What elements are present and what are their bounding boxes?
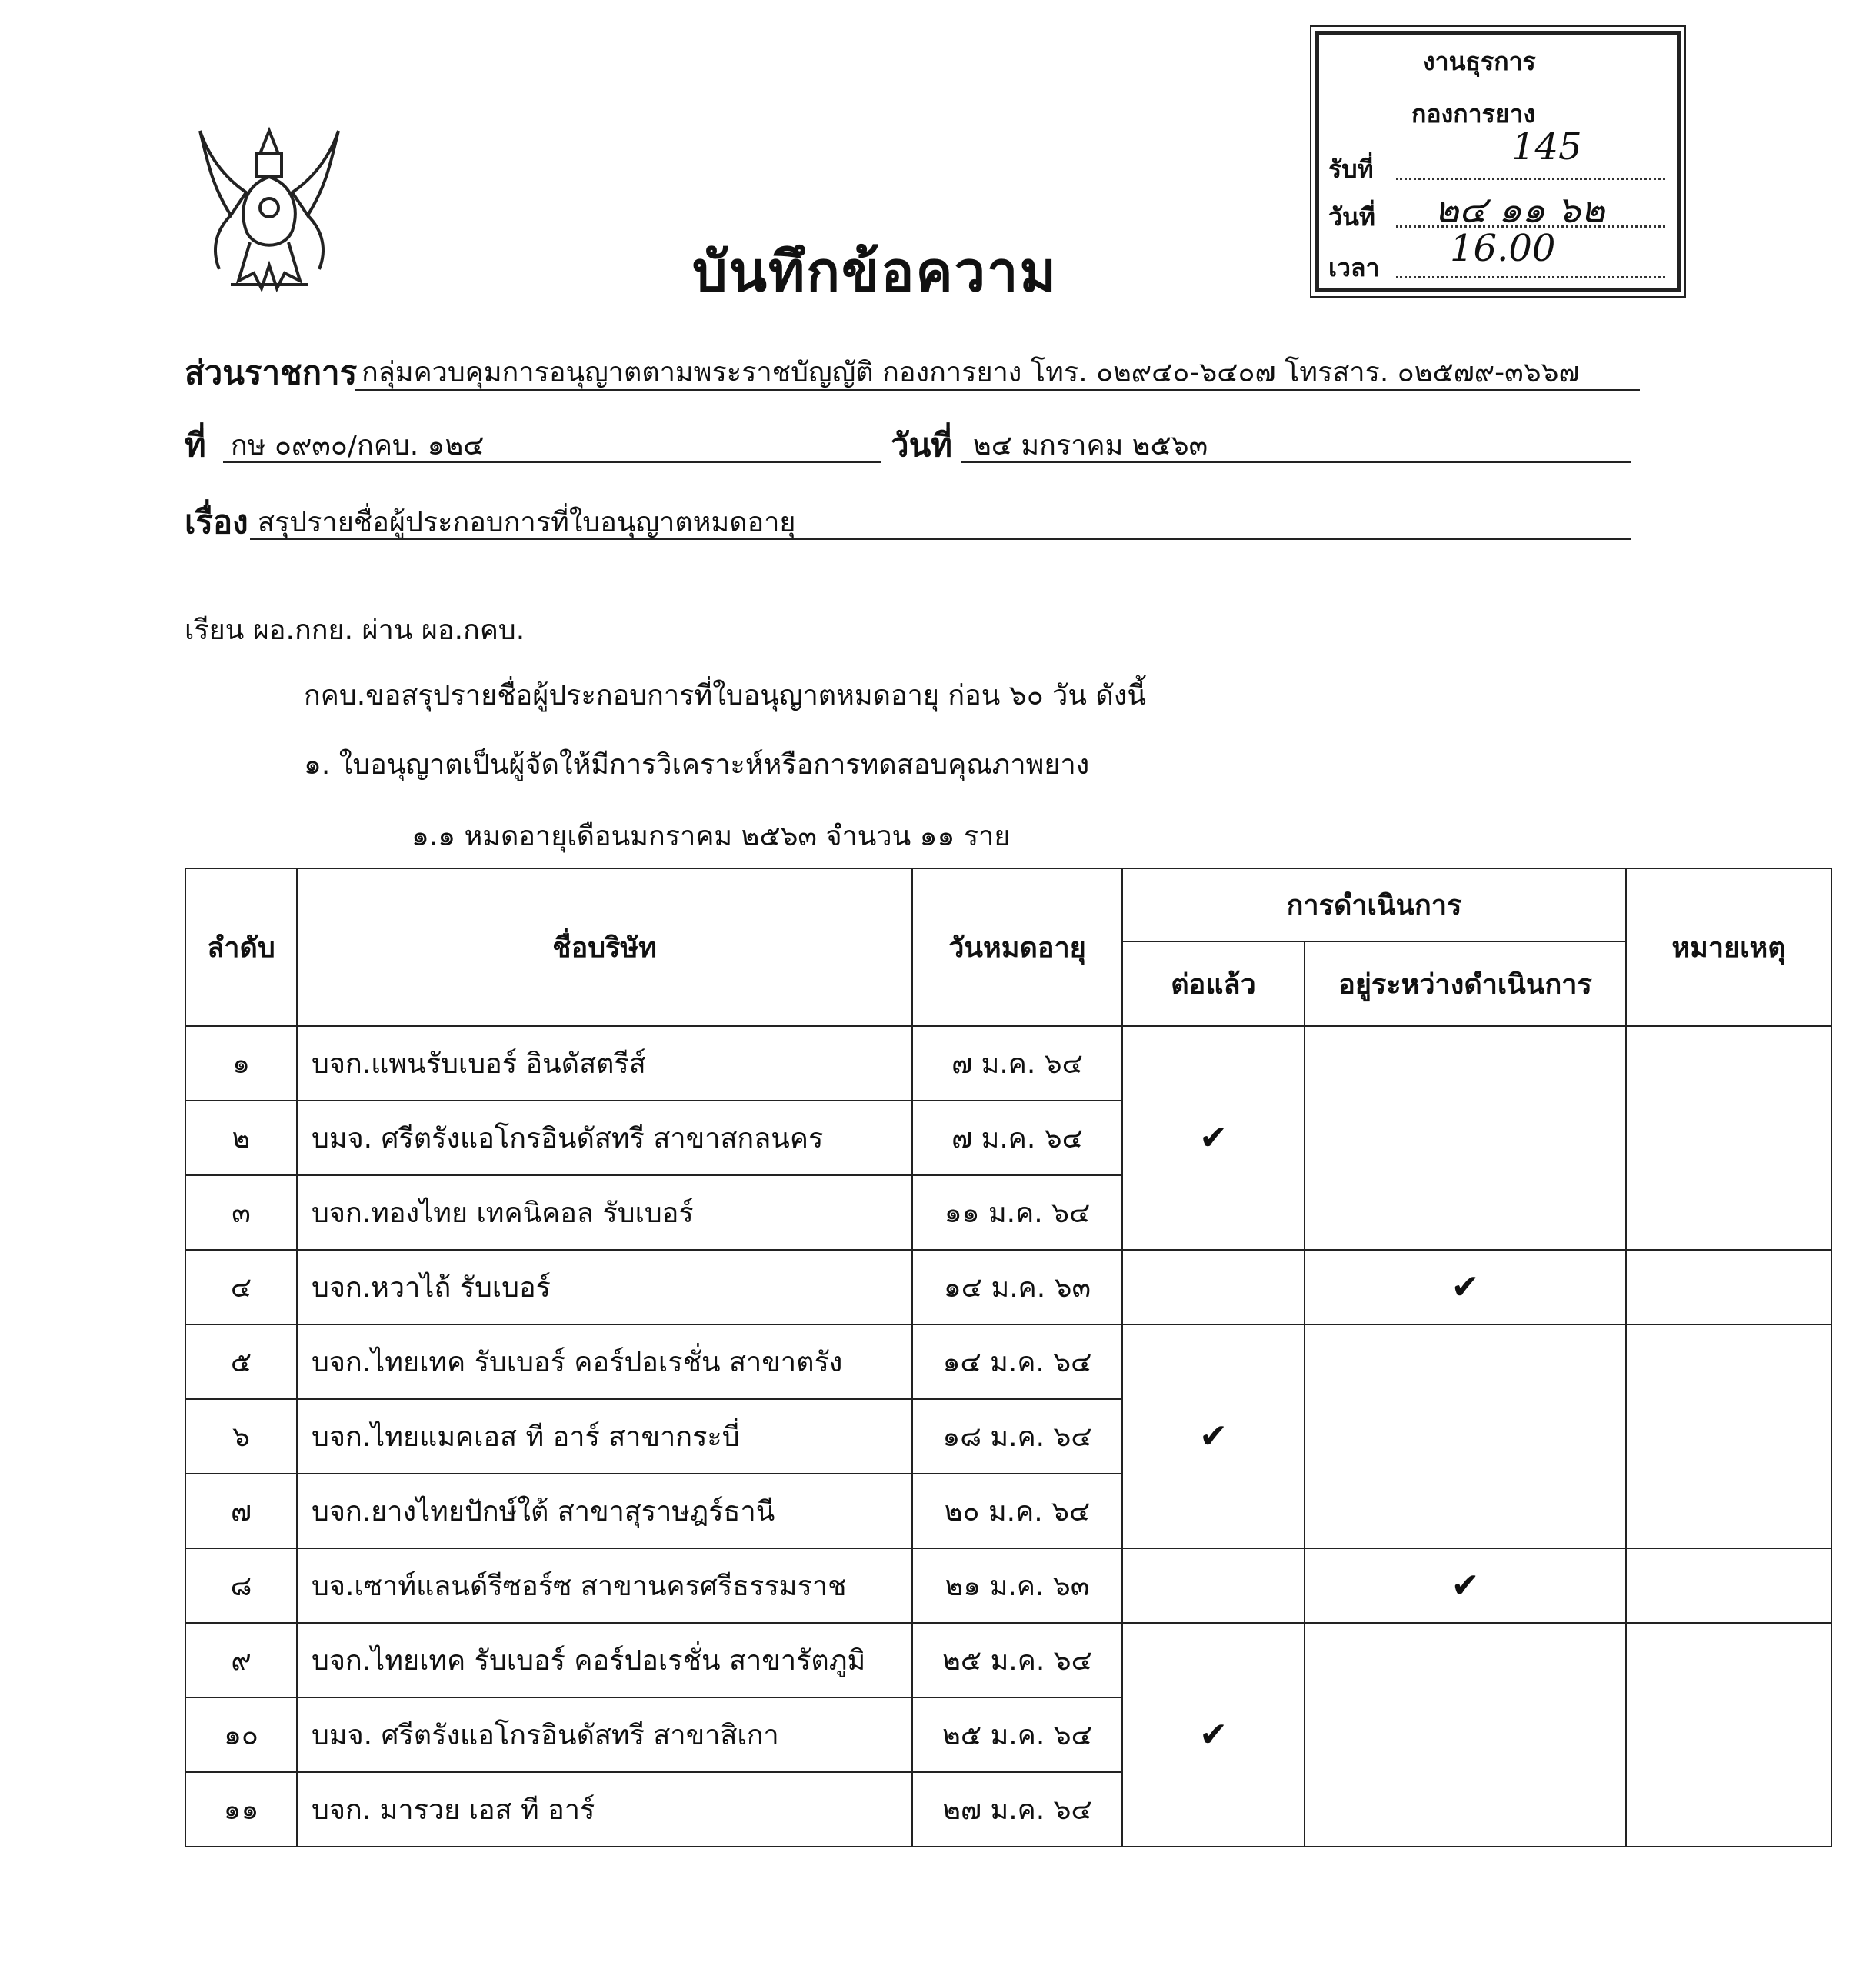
row-no: ๖ [185, 1399, 297, 1474]
in-progress-cell [1305, 1623, 1626, 1847]
garuda-emblem-icon [185, 115, 354, 300]
check-mark-icon: ✔ [1451, 1566, 1480, 1605]
stamp-line2: กองการยาง [1411, 99, 1536, 128]
row-no: ๑๐ [185, 1697, 297, 1772]
salutation: เรียน ผอ.กกย. ผ่าน ผอ.กคบ. [185, 615, 525, 646]
row-company: บจก.ทองไทย เทคนิคอล รับเบอร์ [297, 1175, 912, 1250]
table-row [185, 1250, 1831, 1324]
header-company: ชื่อบริษัท [297, 868, 912, 1026]
row-expiry: ๒๑ ม.ค. ๖๓ [912, 1548, 1122, 1623]
row-company: บมจ. ศรีตรังแอโกรอินดัสทรี สาขาสกลนคร [297, 1101, 912, 1175]
in-progress-cell [1305, 1548, 1626, 1623]
row-expiry: ๑๑ ม.ค. ๖๔ [912, 1175, 1122, 1250]
row-company: บจก.หวาไถ้ รับเบอร์ [297, 1250, 912, 1324]
stamp-date-label: วันที่ [1328, 202, 1375, 232]
table-row [185, 1026, 1831, 1101]
row-no: ๕ [185, 1324, 297, 1399]
check-mark-icon: ✔ [1199, 1715, 1228, 1754]
renewed-cell [1122, 1324, 1305, 1548]
row-no: ๒ [185, 1101, 297, 1175]
row-expiry: ๒๕ ม.ค. ๖๔ [912, 1697, 1122, 1772]
row-no: ๔ [185, 1250, 297, 1324]
header-no: ลำดับ [185, 868, 297, 1026]
row-expiry: ๑๔ ม.ค. ๖๔ [912, 1324, 1122, 1399]
renewed-cell [1122, 1623, 1305, 1847]
row-no: ๘ [185, 1548, 297, 1623]
stamp-date-value: ๒๔ ๑๑ ๖๒ [1434, 188, 1605, 232]
row-no: ๑๑ [185, 1772, 297, 1847]
header-remark: หมายเหตุ [1626, 868, 1831, 1026]
receipt-stamp [1315, 31, 1681, 292]
row-no: ๓ [185, 1175, 297, 1250]
renewed-cell [1122, 1548, 1305, 1623]
row-no: ๙ [185, 1623, 297, 1697]
row-expiry: ๒๗ ม.ค. ๖๔ [912, 1772, 1122, 1847]
check-mark-icon: ✔ [1451, 1268, 1480, 1307]
row-expiry: ๒๐ ม.ค. ๖๔ [912, 1474, 1122, 1548]
check-mark-icon: ✔ [1199, 1118, 1228, 1158]
remark-cell [1626, 1623, 1831, 1847]
stamp-received-label: รับที่ [1328, 155, 1374, 184]
ref-value: กษ ๐๙๓๐/กคบ. ๑๒๔ [231, 430, 485, 461]
remark-cell [1626, 1026, 1831, 1250]
row-no: ๑ [185, 1026, 297, 1101]
stamp-line1: งานธุรการ [1423, 47, 1536, 76]
row-expiry: ๑๔ ม.ค. ๖๓ [912, 1250, 1122, 1324]
memo-title: บันทึกข้อความ [692, 239, 1058, 304]
check-mark-icon: ✔ [1199, 1417, 1228, 1456]
department-label: ส่วนราชการ [185, 354, 358, 391]
row-expiry: ๑๘ ม.ค. ๖๔ [912, 1399, 1122, 1474]
ref-label: ที่ [185, 426, 206, 464]
remark-cell [1626, 1324, 1831, 1548]
intro-paragraph: กคบ.ขอสรุปรายชื่อผู้ประกอบการที่ใบอนุญาตหมดอายุ ก่อน ๖๐ วัน ดังนี้ [304, 680, 1146, 711]
row-company: บจก.แพนรับเบอร์ อินดัสตรีส์ [297, 1026, 912, 1101]
table-row [185, 1623, 1831, 1697]
renewed-cell [1122, 1026, 1305, 1250]
stamp-time-value: 16.00 [1450, 227, 1556, 270]
row-company: บจก.ยางไทยปักษ์ใต้ สาขาสุราษฎร์ธานี [297, 1474, 912, 1548]
row-company: บมจ. ศรีตรังแอโกรอินดัสทรี สาขาสิเกา [297, 1697, 912, 1772]
header-expiry: วันหมดอายุ [912, 868, 1122, 1026]
subject-value: สรุปรายชื่อผู้ประกอบการที่ใบอนุญาตหมดอายุ [258, 507, 796, 538]
row-company: บจก.ไทยเทค รับเบอร์ คอร์ปอเรชั่น สาขาตรัง [297, 1324, 912, 1399]
row-company: บจก. มารวย เอส ที อาร์ [297, 1772, 912, 1847]
header-in-progress: อยู่ระหว่างดำเนินการ [1305, 941, 1626, 1026]
subject-label: เรื่อง [185, 503, 248, 541]
row-expiry: ๒๕ ม.ค. ๖๔ [912, 1623, 1122, 1697]
stamp-time-label: เวลา [1328, 253, 1380, 282]
row-company: บจก.ไทยเทค รับเบอร์ คอร์ปอเรชั่น สาขารัตภูมิ [297, 1623, 912, 1697]
row-expiry: ๗ ม.ค. ๖๔ [912, 1026, 1122, 1101]
row-no: ๗ [185, 1474, 297, 1548]
item-1: ๑. ใบอนุญาตเป็นผู้จัดให้มีการวิเคราะห์หรือการทดสอบคุณภาพยาง [304, 749, 1090, 781]
stamp-received-value: 145 [1511, 125, 1582, 168]
item-1-1: ๑.๑ หมดอายุเดือนมกราคม ๒๕๖๓ จำนวน ๑๑ ราย [412, 821, 1011, 852]
header-renewed: ต่อแล้ว [1122, 941, 1305, 1026]
in-progress-cell [1305, 1324, 1626, 1548]
remark-cell [1626, 1548, 1831, 1623]
row-company: บจก.ไทยแมคเอส ที อาร์ สาขากระบี่ [297, 1399, 912, 1474]
date-value: ๒๔ มกราคม ๒๕๖๓ [973, 430, 1208, 461]
date-label: วันที่ [891, 426, 952, 464]
in-progress-cell [1305, 1250, 1626, 1324]
row-company: บจ.เซาท์แลนด์รีซอร์ซ สาขานครศรีธรรมราช [297, 1548, 912, 1623]
table-row [185, 1324, 1831, 1399]
department-value: กลุ่มควบคุมการอนุญาตตามพระราชบัญญัติ กองการยาง โทร. ๐๒๙๔๐-๖๔๐๗ โทรสาร. ๐๒๕๗๙-๓๖๖๗ [362, 357, 1580, 388]
header-action: การดำเนินการ [1122, 868, 1626, 941]
renewed-cell [1122, 1250, 1305, 1324]
row-expiry: ๗ ม.ค. ๖๔ [912, 1101, 1122, 1175]
table-row [185, 1548, 1831, 1623]
in-progress-cell [1305, 1026, 1626, 1250]
license-table [185, 868, 1832, 1847]
remark-cell [1626, 1250, 1831, 1324]
